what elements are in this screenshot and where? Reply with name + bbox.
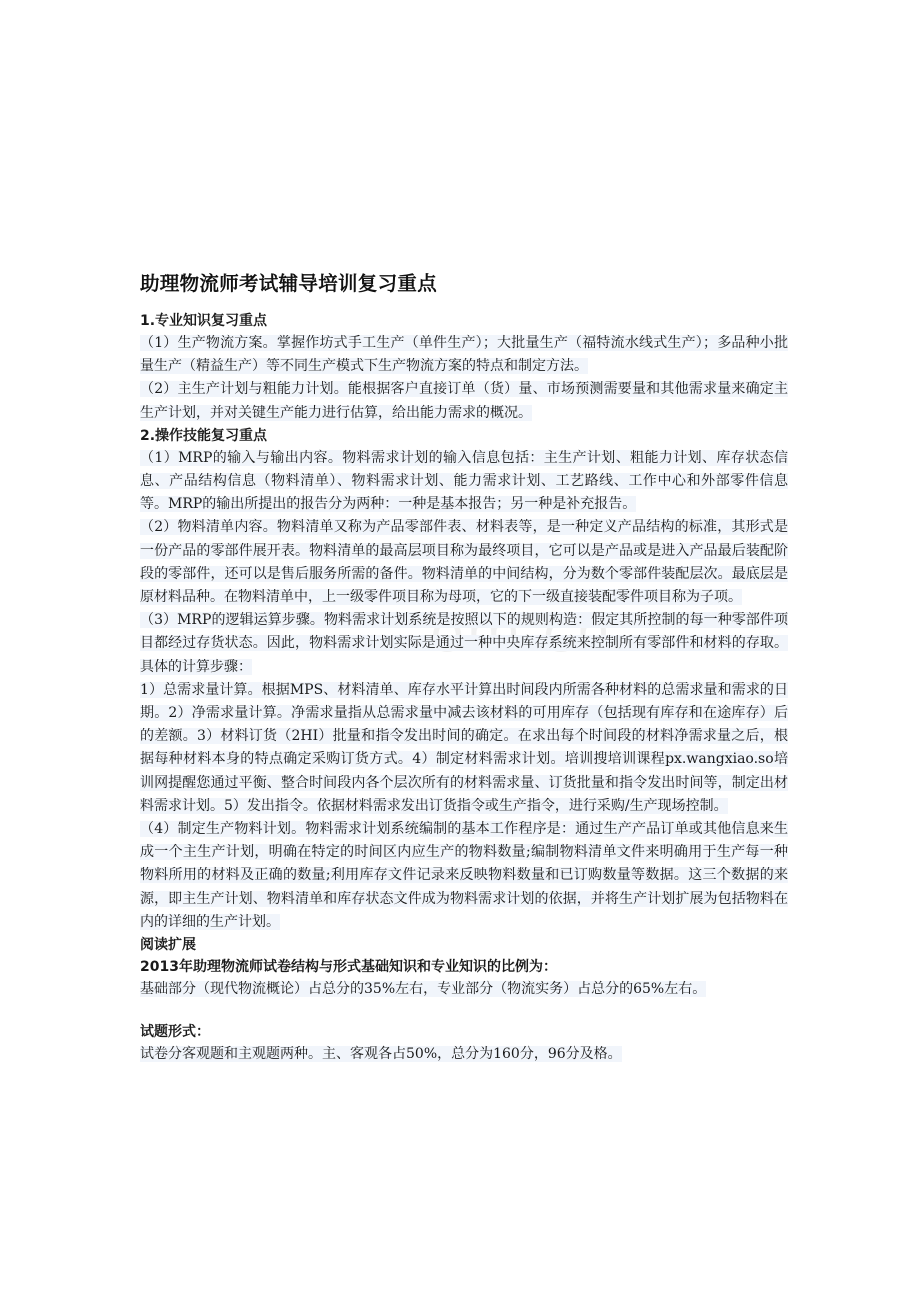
paragraph-material-plan: （4）制定生产物料计划。物料需求计划系统编制的基本工作程序是：通过生产产品订单或其他信息来生成一个主生产计划，明确在特定的时间区内应生产的物料数量;编制物料清单文件来明确用于生产每一种物料所用的材料及正确的数量;利用库存文件记录来反映物料数量和已订购数量等数据。这三个数据的来源，即主生产计划、物料清单和库存状态文件成为物料需求计划的依据，并将生产计划扩展为包括物料在内的详细的生产计划。 <box>140 821 788 930</box>
paragraph-calculation-steps: 1）总需求量计算。根据MPS、材料清单、库存水平计算出时间段内所需各种材料的总需求量和需求的日期。2）净需求量计算。净需求量指从总需求量中减去该材料的可用库存（包括现有库存和在途库存）后的差额。3）材料订货（2HI）批量和指令发出时间的确定。在求出每个时间段的材料净需求量之后，根据每种材料本身的特点确定采购订货方式。4）制定材料需求计划。培训搜培训课程px.wangxiao.so培训网提醒您通过平衡、整合时间段内各个层次所有的材料需求量、订货批量和指令发出时间等，制定出材料需求计划。5）发出指令。依据材料需求发出订货指令或生产指令，进行采购/生产现场控制。 <box>140 681 788 814</box>
paragraph-score-ratio: 基础部分（现代物流概论）占总分的35%左右，专业部分（物流实务）占总分的65%左右。 <box>140 981 707 998</box>
blank-line <box>140 1001 788 1021</box>
paragraph-question-form: 试卷分客观题和主观题两种。主、客观各占50%，总分为160分，96分及格。 <box>140 1046 622 1063</box>
paragraph-production-logistics: （1）生产物流方案。掌握作坊式手工生产（单件生产）；大批量生产（福特流水线式生产）；多品种小批量生产（精益生产）等不同生产模式下生产物流方案的特点和制定方法。 <box>140 335 788 375</box>
watermark: om.cn <box>430 600 613 665</box>
subheading-exam-structure: 2013年助理物流师试卷结构与形式基础知识和专业知识的比例为： <box>140 959 557 976</box>
paragraph-bill-of-materials: （2）物料清单内容。物料清单又称为产品零部件表、材料表等，是一种定义产品结构的标准，其形式是一份产品的零部件展开表。物料清单的最高层项目称为最终项目，它可以是产品或是进入产品最后装配阶段的零部件，还可以是售后服务所需的备件。物料清单的中间结构，分为数个零部件装配层次。最底层是原材料品种。在物料清单中，上一级零件项目称为母项，它的下一级直接装配零件项目称为子项。 <box>140 519 788 606</box>
document-title: 助理物流师考试辅导培训复习重点 <box>140 272 438 295</box>
section-heading-professional-knowledge: 1.专业知识复习重点 <box>140 313 268 329</box>
paragraph-mrp-logic-steps: （3）MRP的逻辑运算步骤。物料需求计划系统是按照以下的规则构造：假定其所控制的每一种零部件项目都经过存货状态。因此，物料需求计划实际是通过一种中央库存系统来控制所有零部件和材料的存取。具体的计算步骤： <box>140 612 788 675</box>
section-heading-operating-skills: 2.操作技能复习重点 <box>140 427 268 444</box>
paragraph-master-production-plan: （2）主生产计划与粗能力计划。能根据客户直接订单（货）量、市场预测需要量和其他需求量来确定主生产计划，并对关键生产能力进行估算，给出能力需求的概况。 <box>140 381 788 421</box>
section-heading-further-reading: 阅读扩展 <box>140 937 196 954</box>
subheading-question-form: 试题形式： <box>140 1024 210 1041</box>
paragraph-mrp-input-output: （1）MRP的输入与输出内容。物料需求计划的输入信息包括：主生产计划、粗能力计划、库存状态信息、产品结构信息（物料清单）、物料需求计划、能力需求计划、工艺路线、工作中心和外部零件信息等。MRP的输出所提出的报告分为两种：一种是基本报告；另一种是补充报告。 <box>140 449 788 513</box>
document-body <box>140 258 788 1066</box>
